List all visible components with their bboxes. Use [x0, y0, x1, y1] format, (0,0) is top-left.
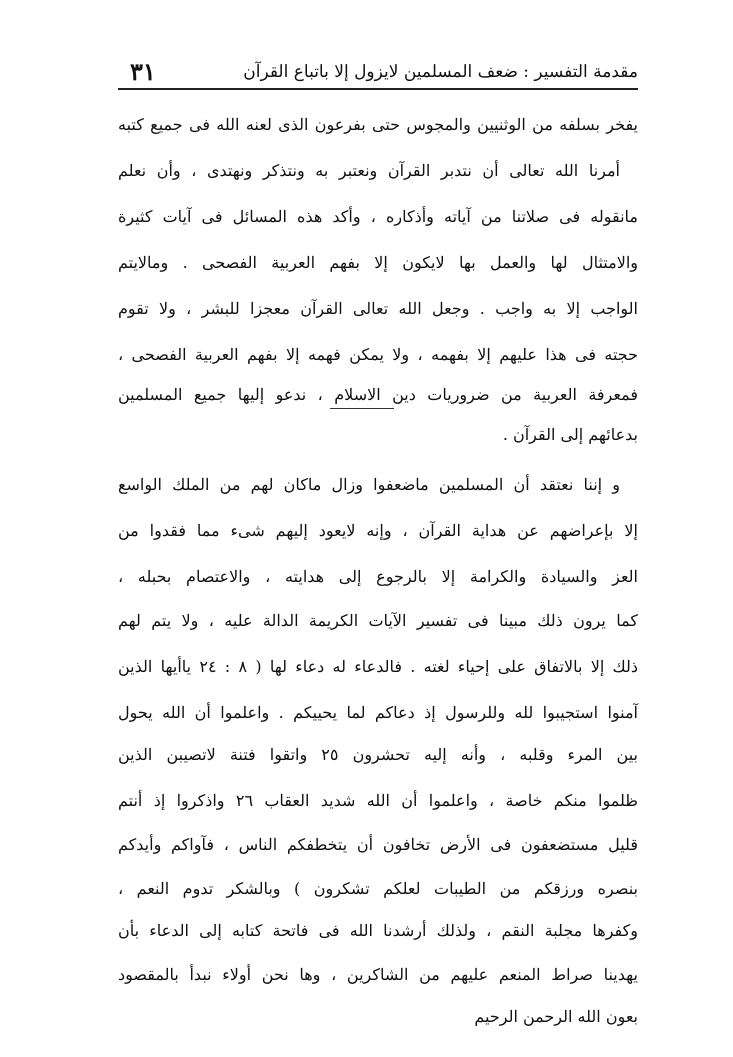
page-number: ٣١ [130, 57, 156, 86]
text-line: ذلك إلا بالاتفاق على إحياء لغته . فالدعاء له دعاء لها ( ٨ : ٢٤ ياأيها الذين [118, 657, 639, 676]
text-line: بدعائهم إلى القرآن . [502, 425, 638, 444]
text-line: مانقوله فى صلاتنا من آياته وأذكاره ، وأكد هذه المسائل فى آيات كثيرة [118, 207, 638, 226]
text-line: إلا بإعراضهم عن هداية القرآن ، وإنه لايعود إليهم شىء مما فقدوا من [118, 521, 638, 540]
text-line: آمنوا استجيبوا لله وللرسول إذ دعاكم لما يحييكم . واعلموا أن الله يحول [118, 703, 638, 722]
page-header [118, 52, 638, 88]
text-line: قليل مستضعفون فى الأرض تخافون أن يتخطفكم الناس ، فآواكم وأيدكم [118, 835, 638, 854]
text-line: العز والسيادة والكرامة إلا بالرجوع إلى هدايته ، والاعتصام بحبله ، [118, 567, 638, 586]
text-line: بين المرء وقلبه ، وأنه إليه تحشرون ٢٥ واتقوا فتنة لاتصيبن الذين [118, 745, 638, 764]
text-line: و إننا نعتقد أن المسلمين ماضعفوا وزال ماكان لهم من الملك الواسع [118, 475, 620, 494]
text-line: بعون الله الرحمن الرحيم [474, 1007, 638, 1026]
underline-mark [330, 408, 394, 409]
header-rule [118, 88, 638, 90]
text-line: فمعرفة العربية من ضروريات دين الاسلام ، ندعو إليها جميع المسلمين [118, 385, 638, 404]
text-line: والامتثال لها والعمل بها لايكون إلا بفهم العربية الفصحى . ومالايتم [118, 253, 638, 272]
text-line: بنصره ورزقكم من الطيبات لعلكم تشكرون ) وبالشكر تدوم النعم ، [118, 879, 638, 898]
text-line: حجته فى هذا عليهم إلا بفهمه ، ولا يمكن فهمه إلا بفهم العربية الفصحى ، [118, 345, 638, 364]
text-line: يفخر بسلفه من الوثنيين والمجوس حتى بفرعون الذى لعنه الله فى جميع كتبه [118, 115, 638, 134]
text-line: يهدينا صراط المنعم عليهم من الشاكرين ، وها نحن أولاء نبدأ بالمقصود [118, 965, 638, 984]
text-line: ظلموا منكم خاصة ، واعلموا أن الله شديد العقاب ٢٦ واذكروا إذ أنتم [118, 791, 638, 810]
text-line: الواجب إلا به واجب . وجعل الله تعالى القرآن معجزا للبشر ، ولا تقوم [118, 299, 638, 318]
running-title: مقدمة التفسير : ضعف المسلمين لايزول إلا باتباع القرآن [243, 62, 638, 82]
text-line: أمرنا الله تعالى أن نتدبر القرآن ونعتبر به ونتذكر ونهتدى ، وأن نعلم [118, 161, 620, 180]
text-line: وكفرها مجلبة النقم ، ولذلك أرشدنا الله فى فاتحة كتابه إلى الدعاء بأن [118, 921, 638, 940]
text-line: كما يرون ذلك مبينا فى تفسير الآيات الكريمة الدالة عليه ، ولا يتم لهم [118, 611, 638, 630]
